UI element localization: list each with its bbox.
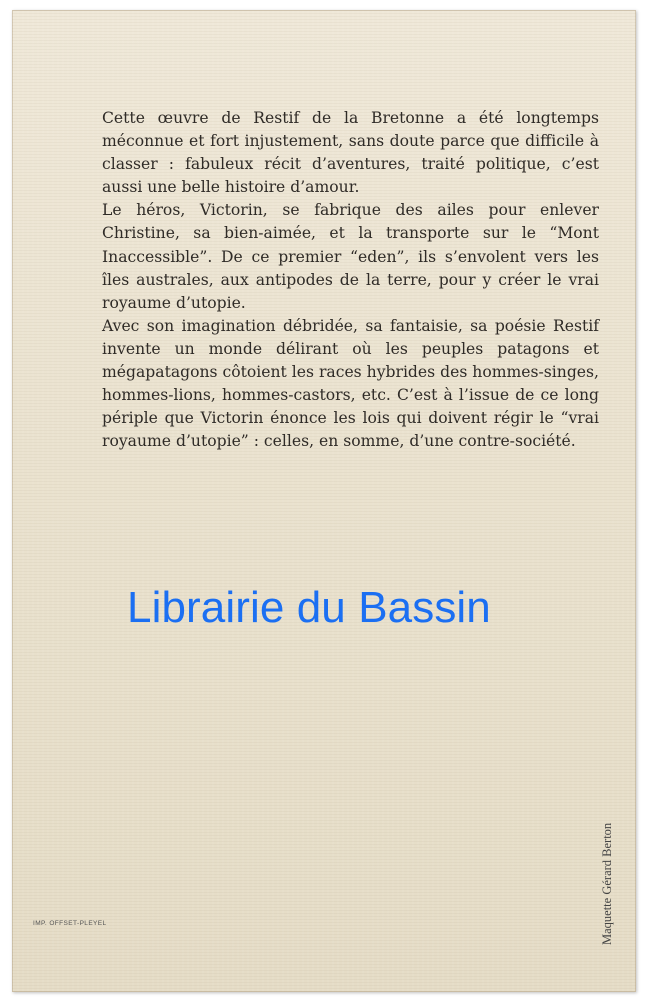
design-credit: Maquette Gérard Berton bbox=[600, 822, 614, 945]
blurb-paragraph-3: Avec son imagination débridée, sa fantaisie, sa poésie Restif invente un monde délirant où les peuples patagons et mégapatagons côtoient les races hybrides des hommes-singes, hommes-lions, hommes-castors, etc. C’est à l’issue de ce long périple que Victorin énonce les lois qui doivent régir le “vrai royaume d’utopie” : celles, en somme, d’une contre-société. bbox=[102, 316, 599, 451]
book-back-cover bbox=[12, 10, 636, 992]
bookseller-watermark: Librairie du Bassin bbox=[127, 583, 491, 632]
blurb-paragraph-2: Le héros, Victorin, se fabrique des ailes pour enlever Christine, sa bien-aimée, et la transporte sur le “Mont Inaccessible”. De ce premier “eden”, ils s’envolent vers les îles australes, aux antipodes de la terre, pour y créer le vrai royaume d’utopie. bbox=[102, 201, 599, 312]
blurb-text bbox=[102, 107, 599, 453]
printer-imprint: IMP. OFFSET-PLEYEL bbox=[33, 920, 107, 927]
blurb-paragraph-1: Cette œuvre de Restif de la Bretonne a été longtemps méconnue et fort injustement, sans doute parce que difficile à classer : fabuleux récit d’aventures, traité politique, c’est aussi une belle histoire d’amour. bbox=[102, 109, 599, 197]
